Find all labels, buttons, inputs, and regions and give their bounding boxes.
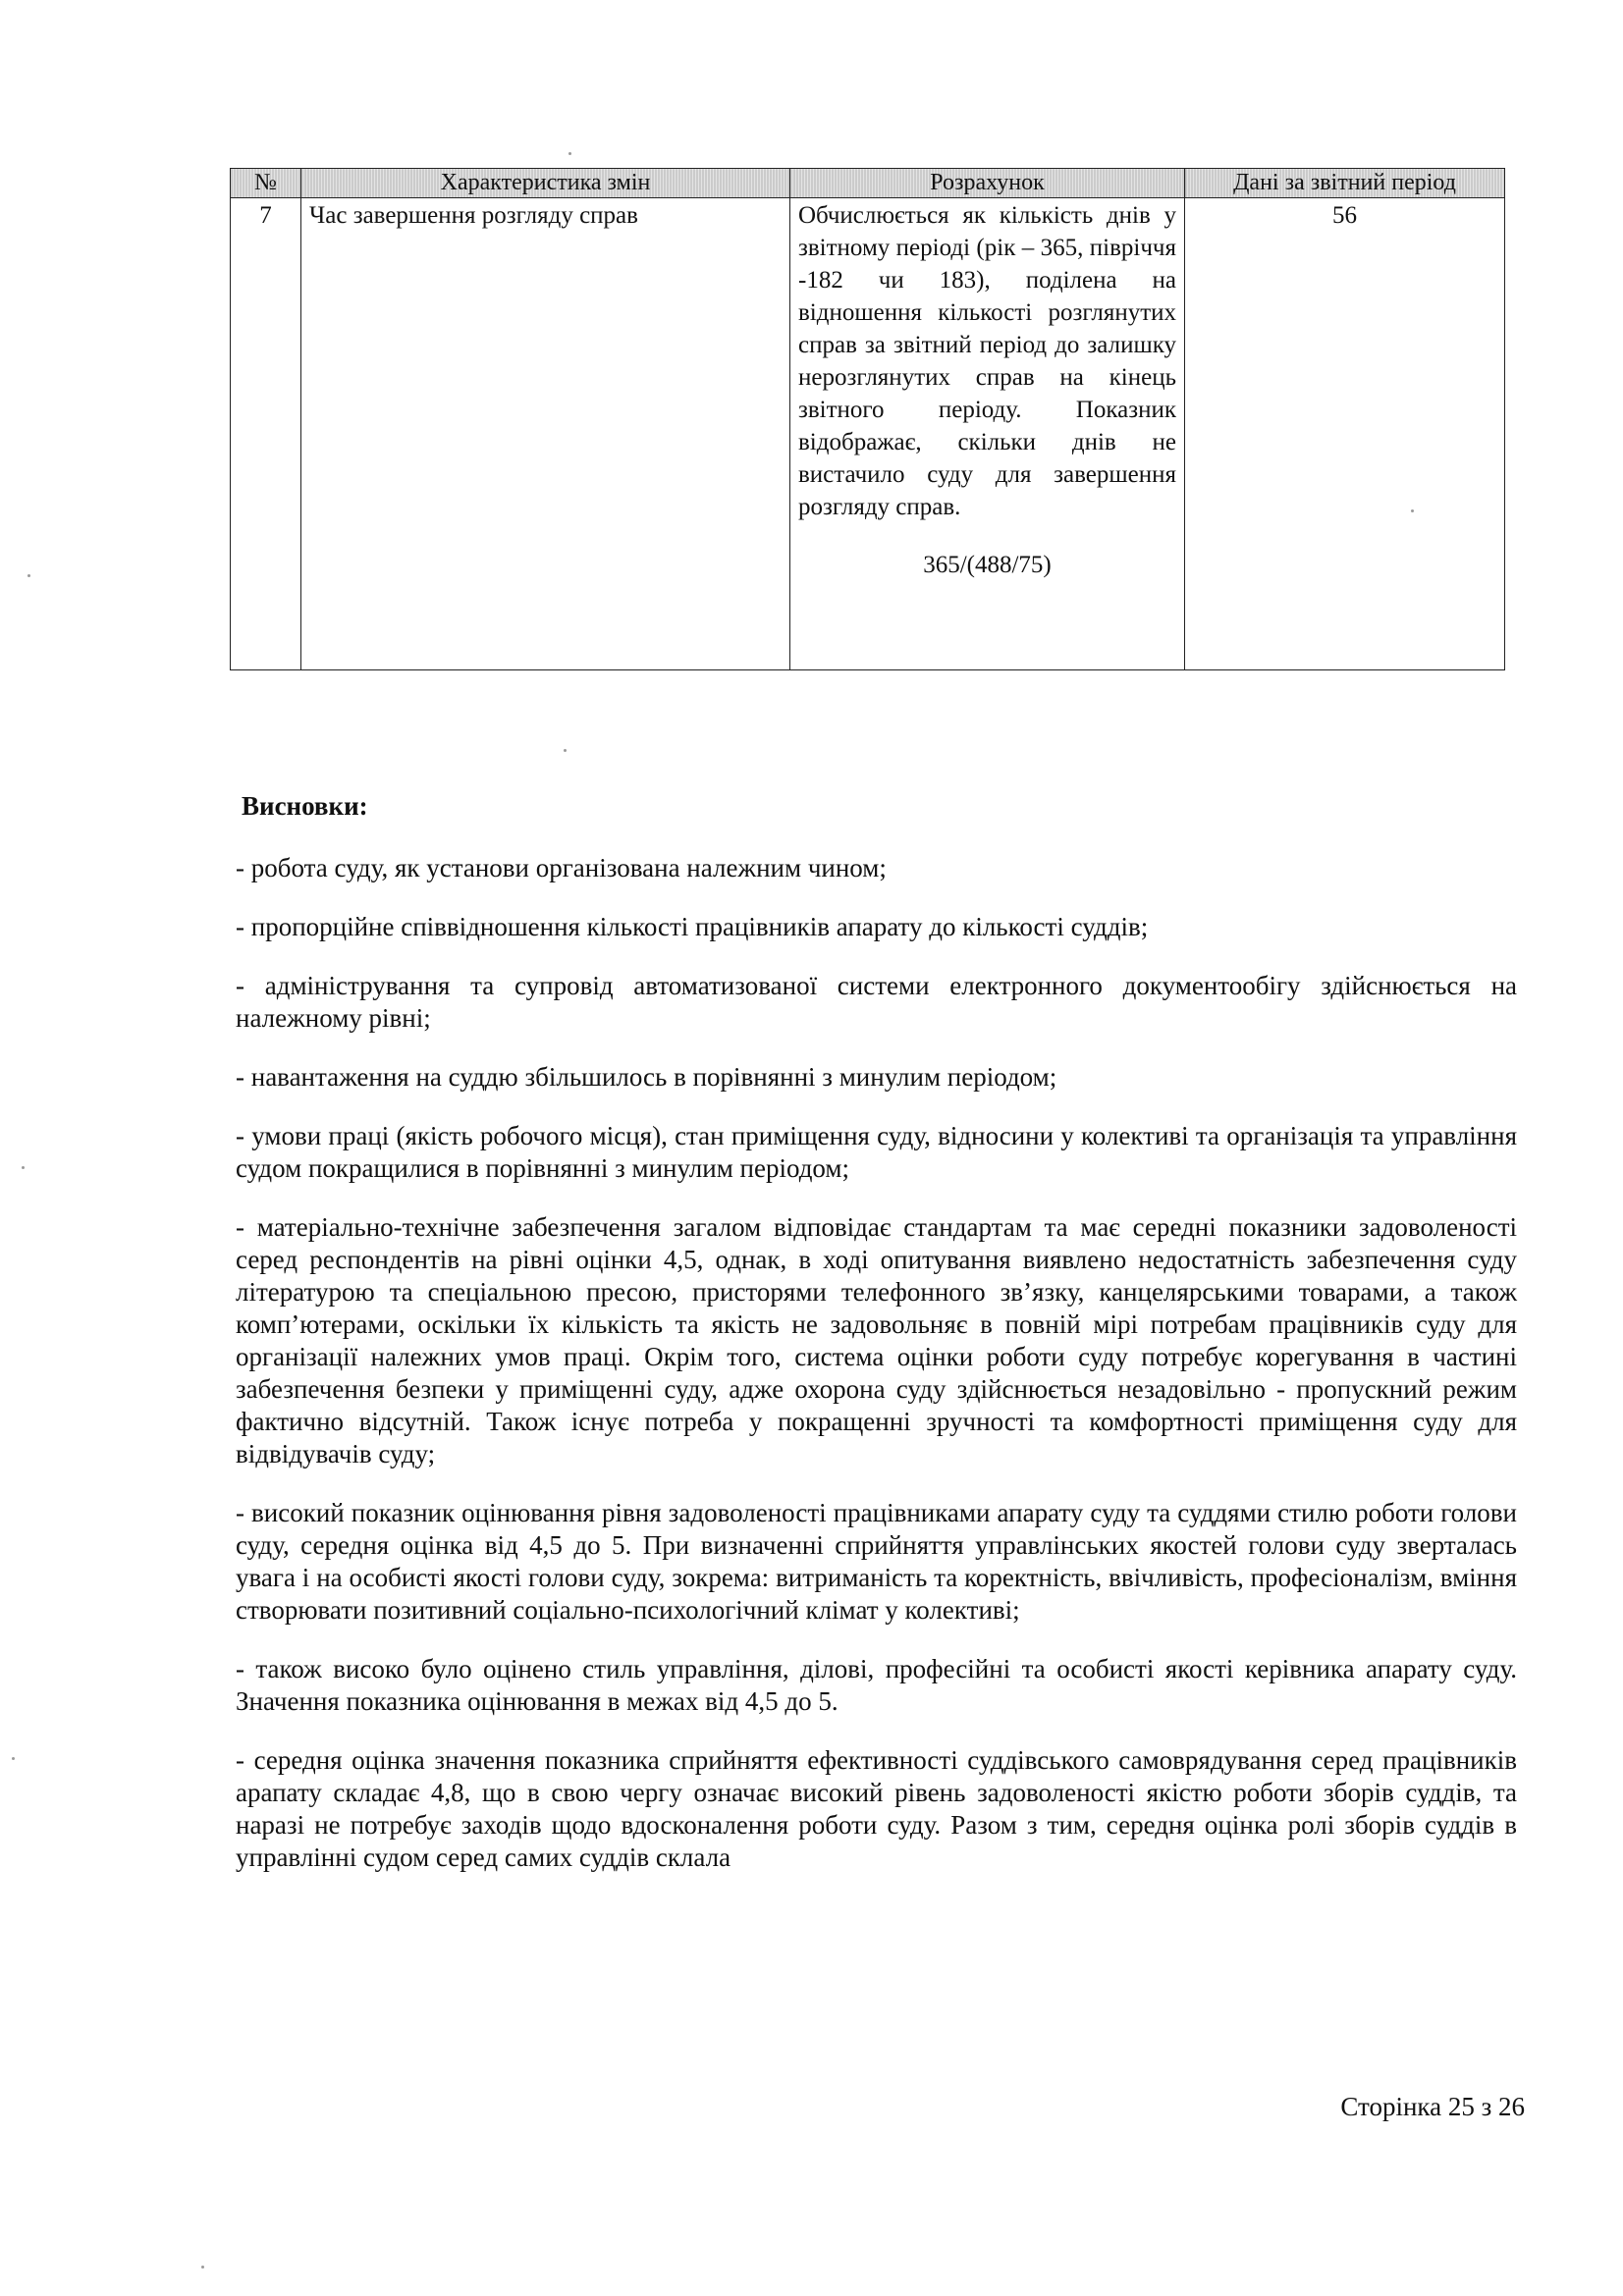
header-calculation: Розрахунок xyxy=(790,169,1185,198)
header-data: Дані за звітний період xyxy=(1185,169,1505,198)
conclusions-title: Висновки: xyxy=(242,791,368,821)
calculation-formula: 365/(488/75) xyxy=(923,552,1052,578)
scan-speck xyxy=(22,1166,25,1169)
conclusion-item: - адміністрування та супровід автоматизованої системи електронного документообігу здійснюється на належному рівні; xyxy=(236,971,1517,1033)
scan-speck xyxy=(564,749,567,752)
conclusions-section xyxy=(236,790,1517,1900)
header-characteristic: Характеристика змін xyxy=(301,169,790,198)
scan-speck xyxy=(201,2266,204,2269)
conclusion-item: - середня оцінка значення показника сприйняття ефективності суддівського самоврядування серед працівників арапату складає 4,8, що в свою чергу означає високий рівень задоволеності якістю роботи зборів суддів, та наразі не потребує заходів щодо вдосконалення роботи суду. Разом з тим, середня оцінка ролі зборів суддів в управлінні судом серед самих суддів склала xyxy=(236,1745,1517,1872)
row-data-value: 56 xyxy=(1185,198,1505,670)
conclusion-item: - матеріально-технічне забезпечення загалом відповідає стандартам та має середні показники задоволеності серед респондентів на рівні оцінки 4,5, однак, в ході опитування виявлено недостатність забезпечення суду літературою та спеціальною пресою, присторями телефонного зв’язку, канцелярськими товарами, а також комп’ютерами, оскільки їх кількість та якість не задовольняє в повній мірі потребам працівників суду для організації належних умов праці. Окрім того, система оцінки роботи суду потребує корегування в частині забезпечення безпеки у приміщенні суду, адже охорона суду здійснюється незадовільно - пропускний режим фактично відсутній. Також існує потреба у покращенні зручності та комфортності приміщення суду для відвідувачів суду; xyxy=(236,1212,1517,1468)
scan-speck xyxy=(12,1757,15,1760)
conclusion-item: - навантаження на суддю збільшилось в порівнянні з минулим періодом; xyxy=(236,1062,1057,1092)
table-header-row xyxy=(231,169,1505,198)
conclusion-item: - робота суду, як установи організована належним чином; xyxy=(236,853,887,882)
row-calculation xyxy=(790,198,1185,670)
table-row xyxy=(231,198,1505,670)
scan-speck xyxy=(568,152,571,155)
calculation-description: Обчислюється як кількість днів у звітному періоді (рік – 365, півріччя -182 чи 183), поділена на відношення кількості розглянутих справ за звітний період до залишку нерозглянутих справ на кінець звітного періоду. Показник відображає, скільки днів не вистачило суду для завершення розгляду справ. xyxy=(798,202,1176,520)
row-number: 7 xyxy=(231,198,301,670)
conclusion-item: - також високо було оцінено стиль управління, ділові, професійні та особисті якості керівника апарату суду. Значення показника оцінювання в межах від 4,5 до 5. xyxy=(236,1654,1517,1716)
header-number: № xyxy=(231,169,301,198)
conclusion-item: - пропорційне співвідношення кількості працівників апарату до кількості суддів; xyxy=(236,912,1149,941)
scan-speck xyxy=(27,574,30,577)
report-table xyxy=(230,168,1505,670)
row-characteristic: Час завершення розгляду справ xyxy=(301,198,790,670)
conclusion-item: - умови праці (якість робочого місця), стан приміщення суду, відносини у колективі та організація та управління судом покращилися в порівнянні з минулим періодом; xyxy=(236,1121,1517,1183)
conclusion-item: - високий показник оцінювання рівня задоволеності працівниками апарату суду та суддями стилю роботи голови суду, середня оцінка від 4,5 до 5. При визначенні сприйняття управлінських якостей голови суду зверталась увага і на особисті якості голови суду, зокрема: витриманість та коректність, ввічливість, професіоналізм, вміння створювати позитивний соціально-психологічний клімат у колективі; xyxy=(236,1498,1517,1625)
page-number: Сторінка 25 з 26 xyxy=(1340,2092,1525,2121)
